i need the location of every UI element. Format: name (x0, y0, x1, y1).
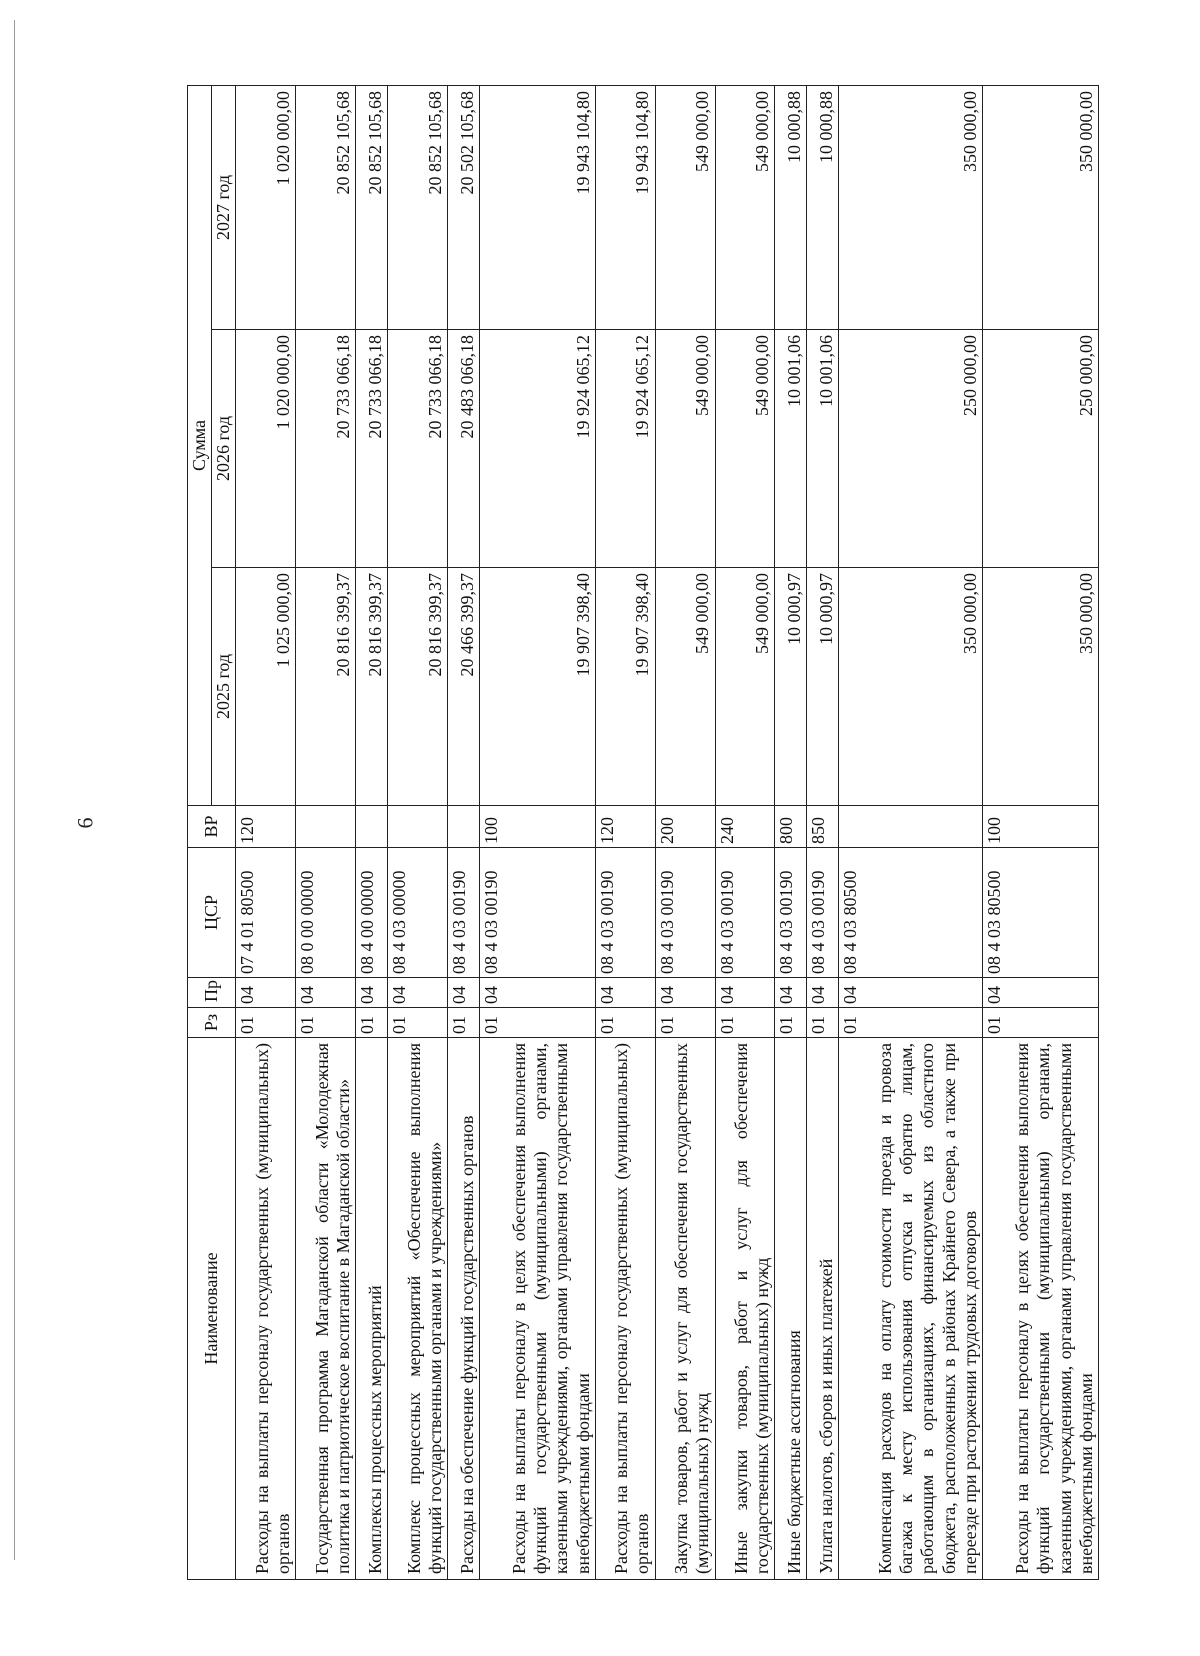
cell-rz: 01 (595, 1008, 655, 1038)
cell-vr (839, 806, 983, 848)
cell-y2026: 250 000,00 (839, 330, 983, 568)
header-name: Наименование (188, 1038, 236, 1580)
cell-y2027: 10 000,88 (775, 86, 807, 330)
cell-pr: 04 (655, 978, 715, 1008)
cell-y2026: 19 924 065,12 (595, 330, 655, 568)
cell-csr: 08 4 03 00190 (655, 848, 715, 978)
cell-csr: 08 4 03 00190 (775, 848, 807, 978)
cell-pr: 04 (479, 978, 595, 1008)
cell-y2027: 350 000,00 (839, 86, 983, 330)
header-year-2027: 2027 год (212, 86, 236, 330)
cell-pr: 04 (448, 978, 480, 1008)
cell-rz: 01 (715, 1008, 775, 1038)
cell-y2025: 19 907 398,40 (595, 568, 655, 806)
cell-name: Расходы на выплаты персоналу государственных (муниципальных) органов (236, 1038, 296, 1580)
cell-pr: 04 (595, 978, 655, 1008)
cell-pr: 04 (388, 978, 448, 1008)
cell-y2027: 19 943 104,80 (595, 86, 655, 330)
budget-table (187, 85, 1099, 1580)
cell-y2025: 20 816 399,37 (296, 568, 356, 806)
table-row (775, 86, 807, 1580)
cell-csr: 08 4 03 00190 (479, 848, 595, 978)
cell-rz: 01 (236, 1008, 296, 1038)
cell-y2027: 20 852 105,68 (296, 86, 356, 330)
cell-rz: 01 (296, 1008, 356, 1038)
cell-csr: 07 4 01 80500 (236, 848, 296, 978)
cell-y2027: 20 852 105,68 (388, 86, 448, 330)
cell-pr: 04 (715, 978, 775, 1008)
cell-y2025: 10 000,97 (807, 568, 839, 806)
page-number: 6 (72, 817, 98, 829)
cell-y2025: 350 000,00 (839, 568, 983, 806)
table-row (448, 86, 480, 1580)
cell-name: Закупка товаров, работ и услуг для обеспечения государственных (муниципальных) нужд (655, 1038, 715, 1580)
cell-y2027: 1 020 000,00 (236, 86, 296, 330)
cell-y2025: 19 907 398,40 (479, 568, 595, 806)
cell-csr: 08 4 03 80500 (983, 848, 1099, 978)
cell-y2027: 20 852 105,68 (356, 86, 388, 330)
cell-y2025: 10 000,97 (775, 568, 807, 806)
cell-pr: 04 (356, 978, 388, 1008)
cell-rz: 01 (775, 1008, 807, 1038)
rotated-page-content (187, 86, 1099, 1580)
header-csr: ЦСР (188, 848, 236, 978)
cell-y2026: 19 924 065,12 (479, 330, 595, 568)
cell-name: Расходы на выплаты персоналу в целях обеспечения выполнения функций государственными (муниципальными) органами, казенными учреждениями, органами управления государственными внебюджетными фондами (479, 1038, 595, 1580)
cell-vr (296, 806, 356, 848)
cell-y2025: 20 816 399,37 (356, 568, 388, 806)
cell-y2025: 549 000,00 (715, 568, 775, 806)
cell-y2026: 10 001,06 (775, 330, 807, 568)
cell-rz: 01 (807, 1008, 839, 1038)
cell-pr: 04 (839, 978, 983, 1008)
header-year-2025: 2025 год (212, 568, 236, 806)
cell-csr: 08 4 03 00190 (595, 848, 655, 978)
cell-vr (356, 806, 388, 848)
cell-name: Комплексы процессных мероприятий (356, 1038, 388, 1580)
table-row (388, 86, 448, 1580)
cell-vr: 120 (595, 806, 655, 848)
cell-csr: 08 4 03 00190 (715, 848, 775, 978)
table-row (236, 86, 296, 1580)
cell-vr: 800 (775, 806, 807, 848)
header-sum: Сумма (188, 86, 212, 806)
cell-name: Государственная программа Магаданской области «Молодежная политика и патриотическое воспитание в Магаданской области» (296, 1038, 356, 1580)
cell-y2027: 549 000,00 (715, 86, 775, 330)
cell-y2026: 20 733 066,18 (356, 330, 388, 568)
cell-vr: 120 (236, 806, 296, 848)
cell-name: Расходы на выплаты персоналу государственных (муниципальных) органов (595, 1038, 655, 1580)
cell-y2027: 10 000,88 (807, 86, 839, 330)
cell-vr: 240 (715, 806, 775, 848)
header-year-2026: 2026 год (212, 330, 236, 568)
cell-y2025: 549 000,00 (655, 568, 715, 806)
cell-y2027: 350 000,00 (983, 86, 1099, 330)
cell-rz: 01 (356, 1008, 388, 1038)
cell-y2027: 549 000,00 (655, 86, 715, 330)
cell-csr: 08 4 03 00000 (388, 848, 448, 978)
cell-pr: 04 (296, 978, 356, 1008)
table-row (655, 86, 715, 1580)
table-row (715, 86, 775, 1580)
table-row (983, 86, 1099, 1580)
table-row (807, 86, 839, 1580)
cell-vr: 200 (655, 806, 715, 848)
cell-name: Расходы на выплаты персоналу в целях обеспечения выполнения функций государственными (муниципальными) органами, казенными учреждениями, органами управления государственными внебюджетными фондами (983, 1038, 1099, 1580)
cell-name: Иные бюджетные ассигнования (775, 1038, 807, 1580)
cell-y2026: 1 020 000,00 (236, 330, 296, 568)
cell-vr: 100 (479, 806, 595, 848)
cell-name: Иные закупки товаров, работ и услуг для обеспечения государственных (муниципальных) нужд (715, 1038, 775, 1580)
cell-y2026: 549 000,00 (715, 330, 775, 568)
header-vr: ВР (188, 806, 236, 848)
table-row (595, 86, 655, 1580)
table-row (296, 86, 356, 1580)
cell-csr: 08 4 03 00190 (448, 848, 480, 978)
cell-y2026: 10 001,06 (807, 330, 839, 568)
cell-rz: 01 (388, 1008, 448, 1038)
cell-y2025: 350 000,00 (983, 568, 1099, 806)
cell-y2026: 549 000,00 (655, 330, 715, 568)
cell-pr: 04 (807, 978, 839, 1008)
cell-name: Расходы на обеспечение функций государственных органов (448, 1038, 480, 1580)
header-pr: Пр (188, 978, 236, 1008)
cell-y2026: 20 483 066,18 (448, 330, 480, 568)
cell-pr: 04 (236, 978, 296, 1008)
header-rz: Рз (188, 1008, 236, 1038)
cell-y2026: 20 733 066,18 (296, 330, 356, 568)
cell-y2027: 19 943 104,80 (479, 86, 595, 330)
cell-csr: 08 4 00 00000 (356, 848, 388, 978)
page-margin-line (14, 20, 15, 1560)
cell-rz: 01 (983, 1008, 1099, 1038)
cell-rz: 01 (839, 1008, 983, 1038)
cell-y2025: 1 025 000,00 (236, 568, 296, 806)
table-row (479, 86, 595, 1580)
cell-rz: 01 (479, 1008, 595, 1038)
cell-csr: 08 0 00 00000 (296, 848, 356, 978)
cell-pr: 04 (775, 978, 807, 1008)
cell-y2025: 20 816 399,37 (388, 568, 448, 806)
cell-csr: 08 4 03 80500 (839, 848, 983, 978)
cell-vr (388, 806, 448, 848)
cell-name: Комплекс процессных мероприятий «Обеспечение выполнения функций государственными органами и учреждениями» (388, 1038, 448, 1580)
cell-rz: 01 (448, 1008, 480, 1038)
cell-y2026: 20 733 066,18 (388, 330, 448, 568)
cell-pr: 04 (983, 978, 1099, 1008)
cell-name: Уплата налогов, сборов и иных платежей (807, 1038, 839, 1580)
cell-y2026: 250 000,00 (983, 330, 1099, 568)
cell-vr: 100 (983, 806, 1099, 848)
cell-rz: 01 (655, 1008, 715, 1038)
cell-csr: 08 4 03 00190 (807, 848, 839, 978)
cell-y2025: 20 466 399,37 (448, 568, 480, 806)
table-row (839, 86, 983, 1580)
table-row (356, 86, 388, 1580)
cell-vr: 850 (807, 806, 839, 848)
cell-y2027: 20 502 105,68 (448, 86, 480, 330)
cell-vr (448, 806, 480, 848)
cell-name: Компенсация расходов на оплату стоимости проезда и провоза багажа к месту использования отпуска и обратно лицам, работающим в организациях, финансируемых из областного бюджета, расположенных в районах Крайнего Севера, а также при переезде при расторжении трудовых договоров (839, 1038, 983, 1580)
